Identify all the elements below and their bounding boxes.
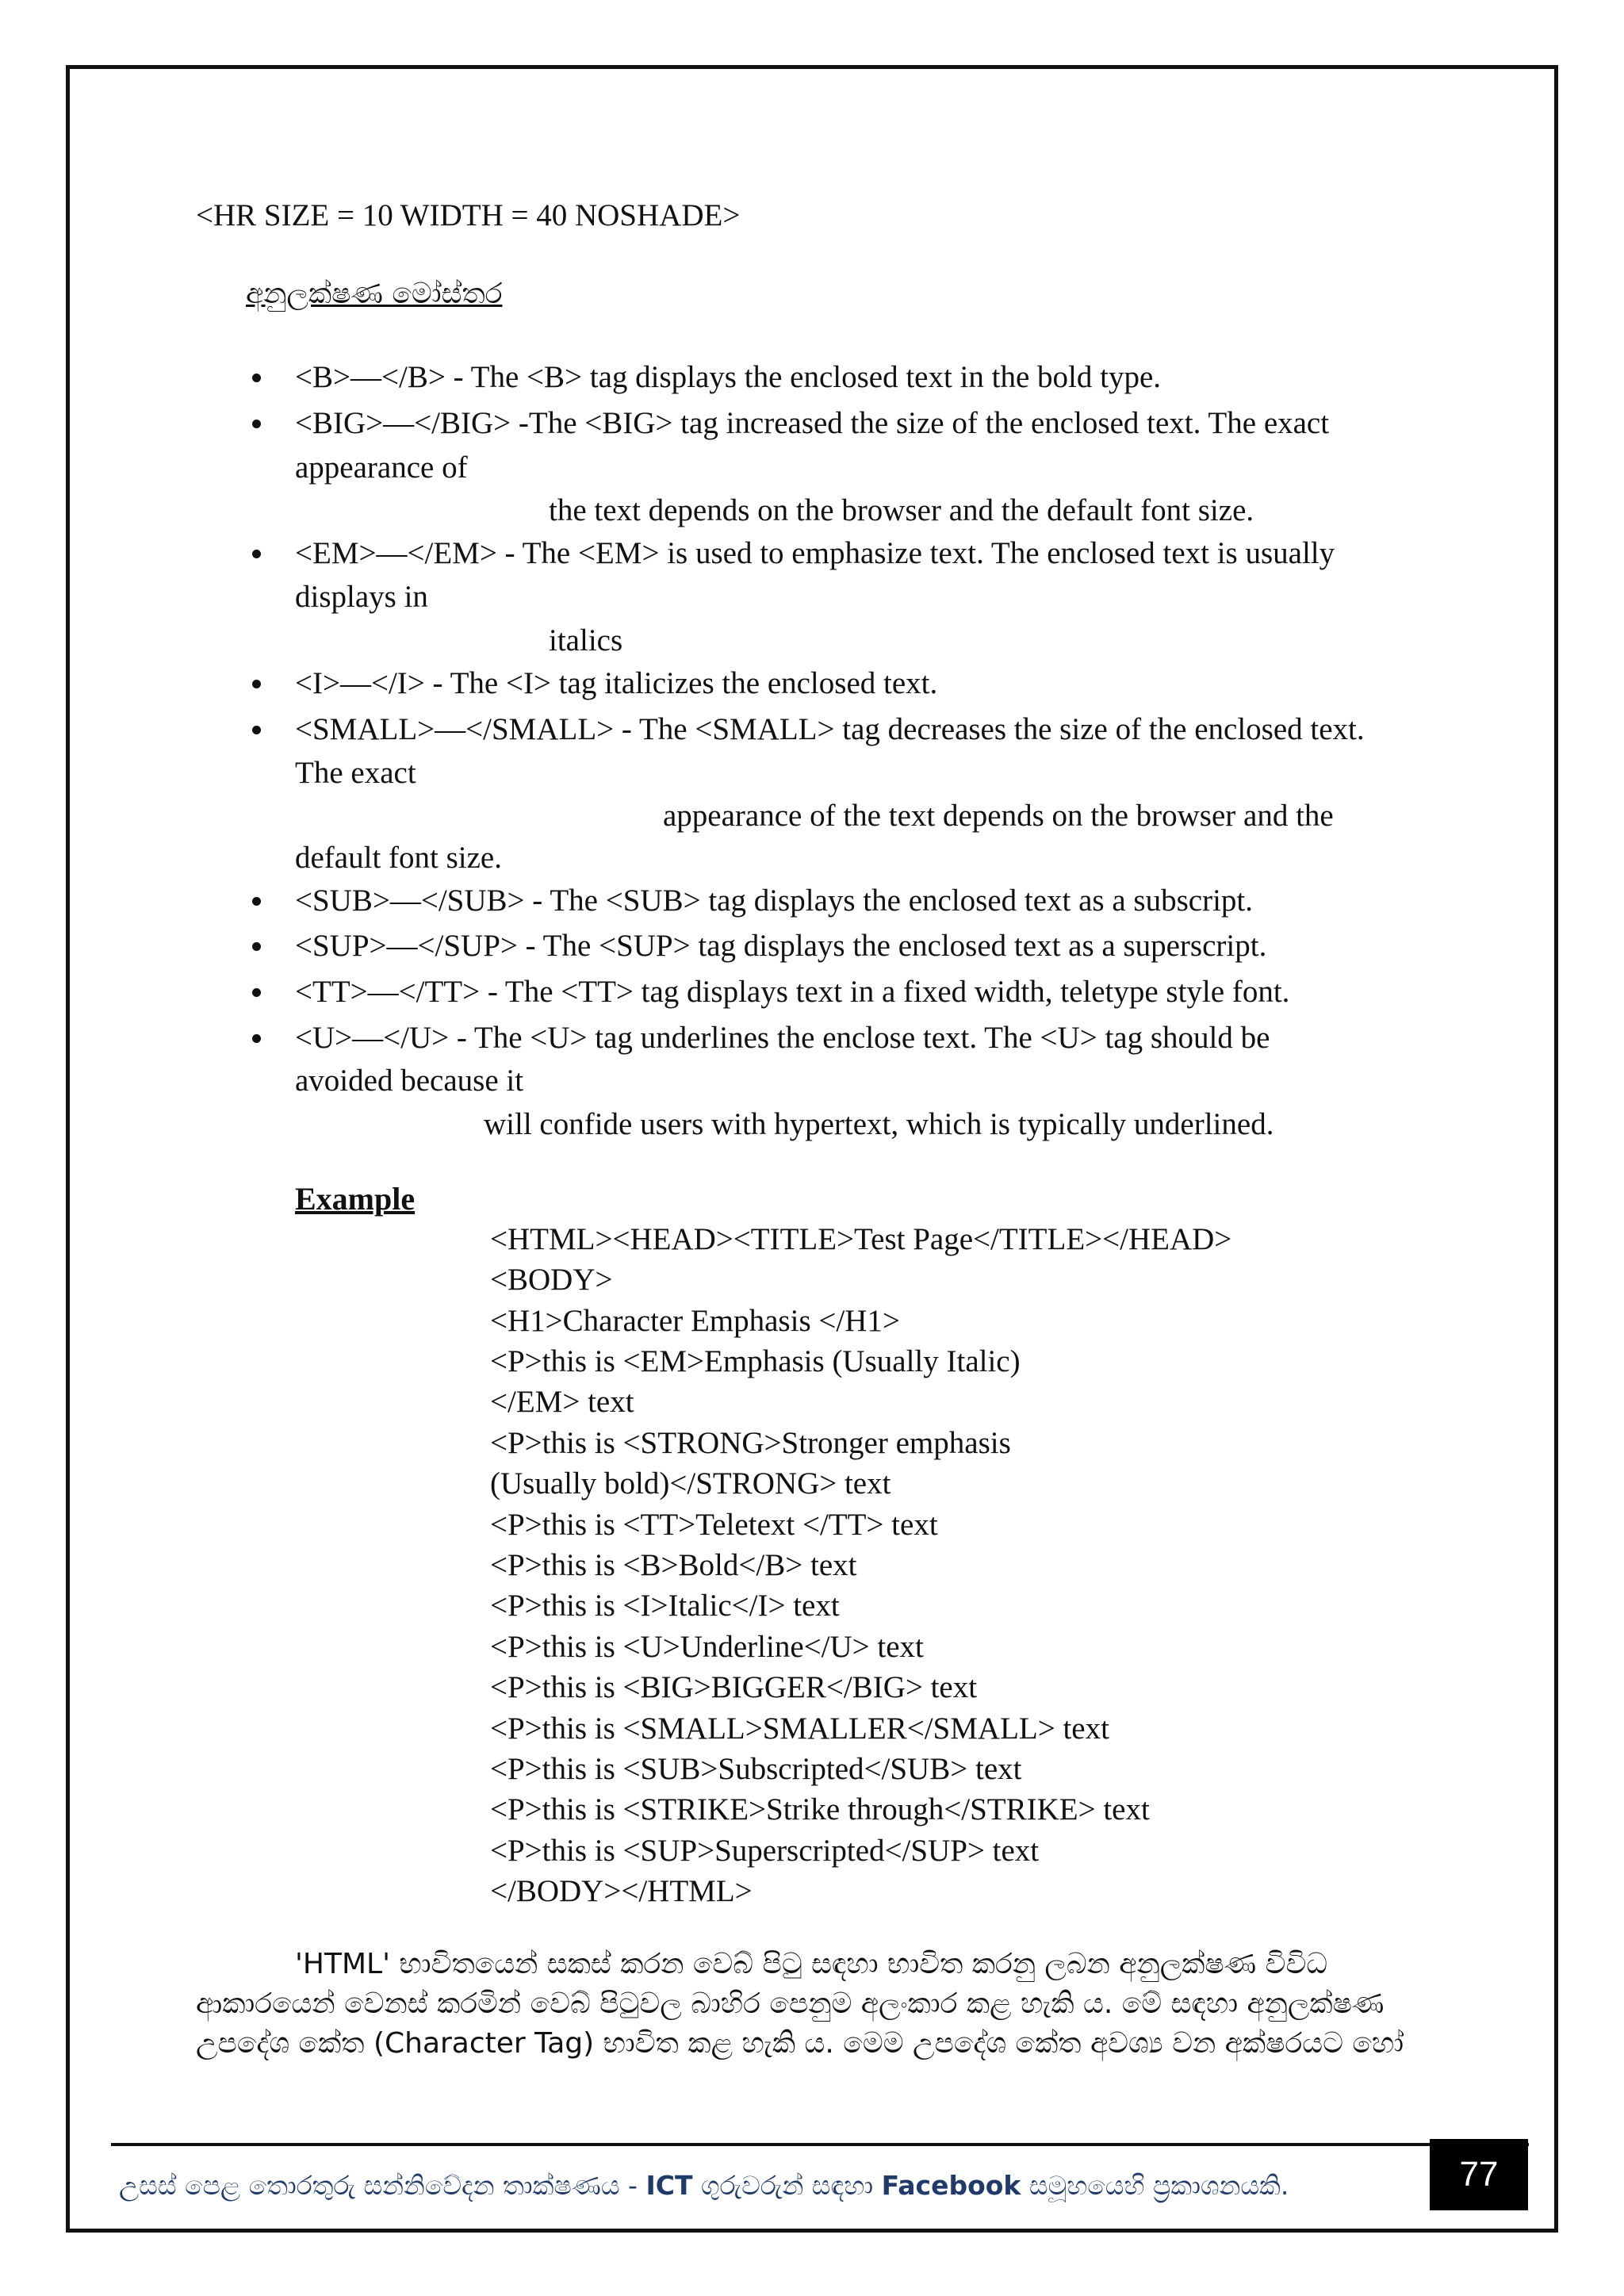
- code-line: <P>this is <I>Italic</I> text: [490, 1589, 840, 1623]
- footer-text-part: සමූහයෙහි ප්‍රකාශනයකි.: [1021, 2170, 1289, 2201]
- bullet-dot: [252, 1034, 261, 1043]
- bullet-small-line3: appearance of the text depends on the browser and the: [663, 799, 1334, 833]
- footer-text: [119, 2170, 1289, 2202]
- code-line: <P>this is <B>Bold</B> text: [490, 1548, 857, 1582]
- section-heading: අනුලක්ෂණ මෝස්තර: [246, 278, 503, 310]
- bullet-em-line1: <EM>—</EM> - The <EM> is used to emphasize text. The enclosed text is usually: [295, 536, 1335, 570]
- bullet-sub: <SUB>—</SUB> - The <SUB> tag displays the enclosed text as a subscript.: [295, 884, 1253, 918]
- bullet-big-line2: appearance of: [295, 450, 468, 485]
- paragraph-line: 'HTML' භාවිතයෙන් සකස් කරන වෙබ් පිටු සඳහා භාවිත කරනු ලබන අනුලක්ෂණ විවිධ: [295, 1948, 1328, 1980]
- footer-facebook: Facebook: [881, 2170, 1021, 2201]
- bullet-dot: [252, 680, 261, 688]
- page-number: 77: [1430, 2139, 1528, 2210]
- bullet-dot: [252, 897, 261, 906]
- bullet-em-line3: italics: [549, 623, 623, 657]
- footer-text-part: උසස් පෙළ තොරතුරු සන්නිවේදන තාක්ෂණය -: [119, 2170, 646, 2201]
- paragraph-line: උපදේශ කේත (Character Tag) භාවිත කළ හැකි ය. මෙම උපදේශ කේත අවශ්‍ය වන අක්ෂරයට හෝ: [196, 2027, 1404, 2060]
- footer-ict: ICT: [645, 2170, 693, 2201]
- bullet-dot: [252, 374, 261, 382]
- code-line: <P>this is <TT>Teletext </TT> text: [490, 1508, 938, 1542]
- code-line: <P>this is <EM>Emphasis (Usually Italic): [490, 1344, 1021, 1378]
- bullet-sup: <SUP>—</SUP> - The <SUP> tag displays the enclosed text as a superscript.: [295, 929, 1267, 963]
- code-line: <P>this is <SUP>Superscripted</SUP> text: [490, 1834, 1040, 1868]
- paragraph-line: ආකාරයෙන් වෙනස් කරමින් වෙබ් පිටුවල බාහිර පෙනුම අලංකාර කළ හැකි ය. මේ සඳහා අනුලක්ෂණ: [196, 1987, 1385, 2020]
- bullet-dot: [252, 942, 261, 951]
- bullet-u-line2: avoided because it: [295, 1064, 524, 1098]
- bullet-dot: [252, 420, 261, 428]
- code-line: <P>this is <SMALL>SMALLER</SMALL> text: [490, 1711, 1109, 1746]
- code-line: <BODY>: [490, 1263, 613, 1297]
- code-line: <H1>Character Emphasis </H1>: [490, 1304, 900, 1338]
- bullet-small-line4: default font size.: [295, 841, 502, 875]
- bullet-dot: [252, 550, 261, 558]
- code-line: <P>this is <STRIKE>Strike through</STRIKE> text: [490, 1792, 1150, 1826]
- code-line: <P>this is <STRONG>Stronger emphasis: [490, 1426, 1011, 1460]
- bullet-dot: [252, 988, 261, 997]
- bullet-b: <B>—</B> - The <B> tag displays the enclosed text in the bold type.: [295, 360, 1162, 394]
- bullet-em-line2: displays in: [295, 580, 428, 614]
- bullet-small-line2: The exact: [295, 756, 416, 790]
- bullet-i: <I>—</I> - The <I> tag italicizes the enclosed text.: [295, 666, 938, 700]
- bullet-tt: <TT>—</TT> - The <TT> tag displays text in a fixed width, teletype style font.: [295, 975, 1290, 1009]
- code-line: <P>this is <SUB>Subscripted</SUB> text: [490, 1752, 1022, 1786]
- bullet-u-line1: <U>—</U> - The <U> tag underlines the enclose text. The <U> tag should be: [295, 1021, 1270, 1055]
- bullet-big-line1: <BIG>—</BIG> -The <BIG> tag increased the size of the enclosed text. The exact: [295, 406, 1330, 440]
- code-line: <HTML><HEAD><TITLE>Test Page</TITLE></HEAD>: [490, 1222, 1232, 1256]
- code-line: <P>this is <BIG>BIGGER</BIG> text: [490, 1670, 978, 1704]
- footer-rule: [111, 2143, 1529, 2146]
- bullet-small-line1: <SMALL>—</SMALL> - The <SMALL> tag decreases the size of the enclosed text.: [295, 712, 1365, 746]
- code-line: (Usually bold)</STRONG> text: [490, 1466, 891, 1501]
- bullet-dot: [252, 726, 261, 734]
- code-line: <P>this is <U>Underline</U> text: [490, 1630, 924, 1664]
- code-line: </EM> text: [490, 1385, 634, 1419]
- footer-text-part: ගුරුවරුන් සඳහා: [692, 2170, 882, 2201]
- bullet-big-line3: the text depends on the browser and the default font size.: [549, 493, 1254, 527]
- example-heading: Example: [295, 1181, 416, 1217]
- hr-tag-example: <HR SIZE = 10 WIDTH = 40 NOSHADE>: [196, 198, 741, 232]
- bullet-u-line3: will confide users with hypertext, which is typically underlined.: [484, 1107, 1274, 1141]
- code-line: </BODY></HTML>: [490, 1874, 753, 1908]
